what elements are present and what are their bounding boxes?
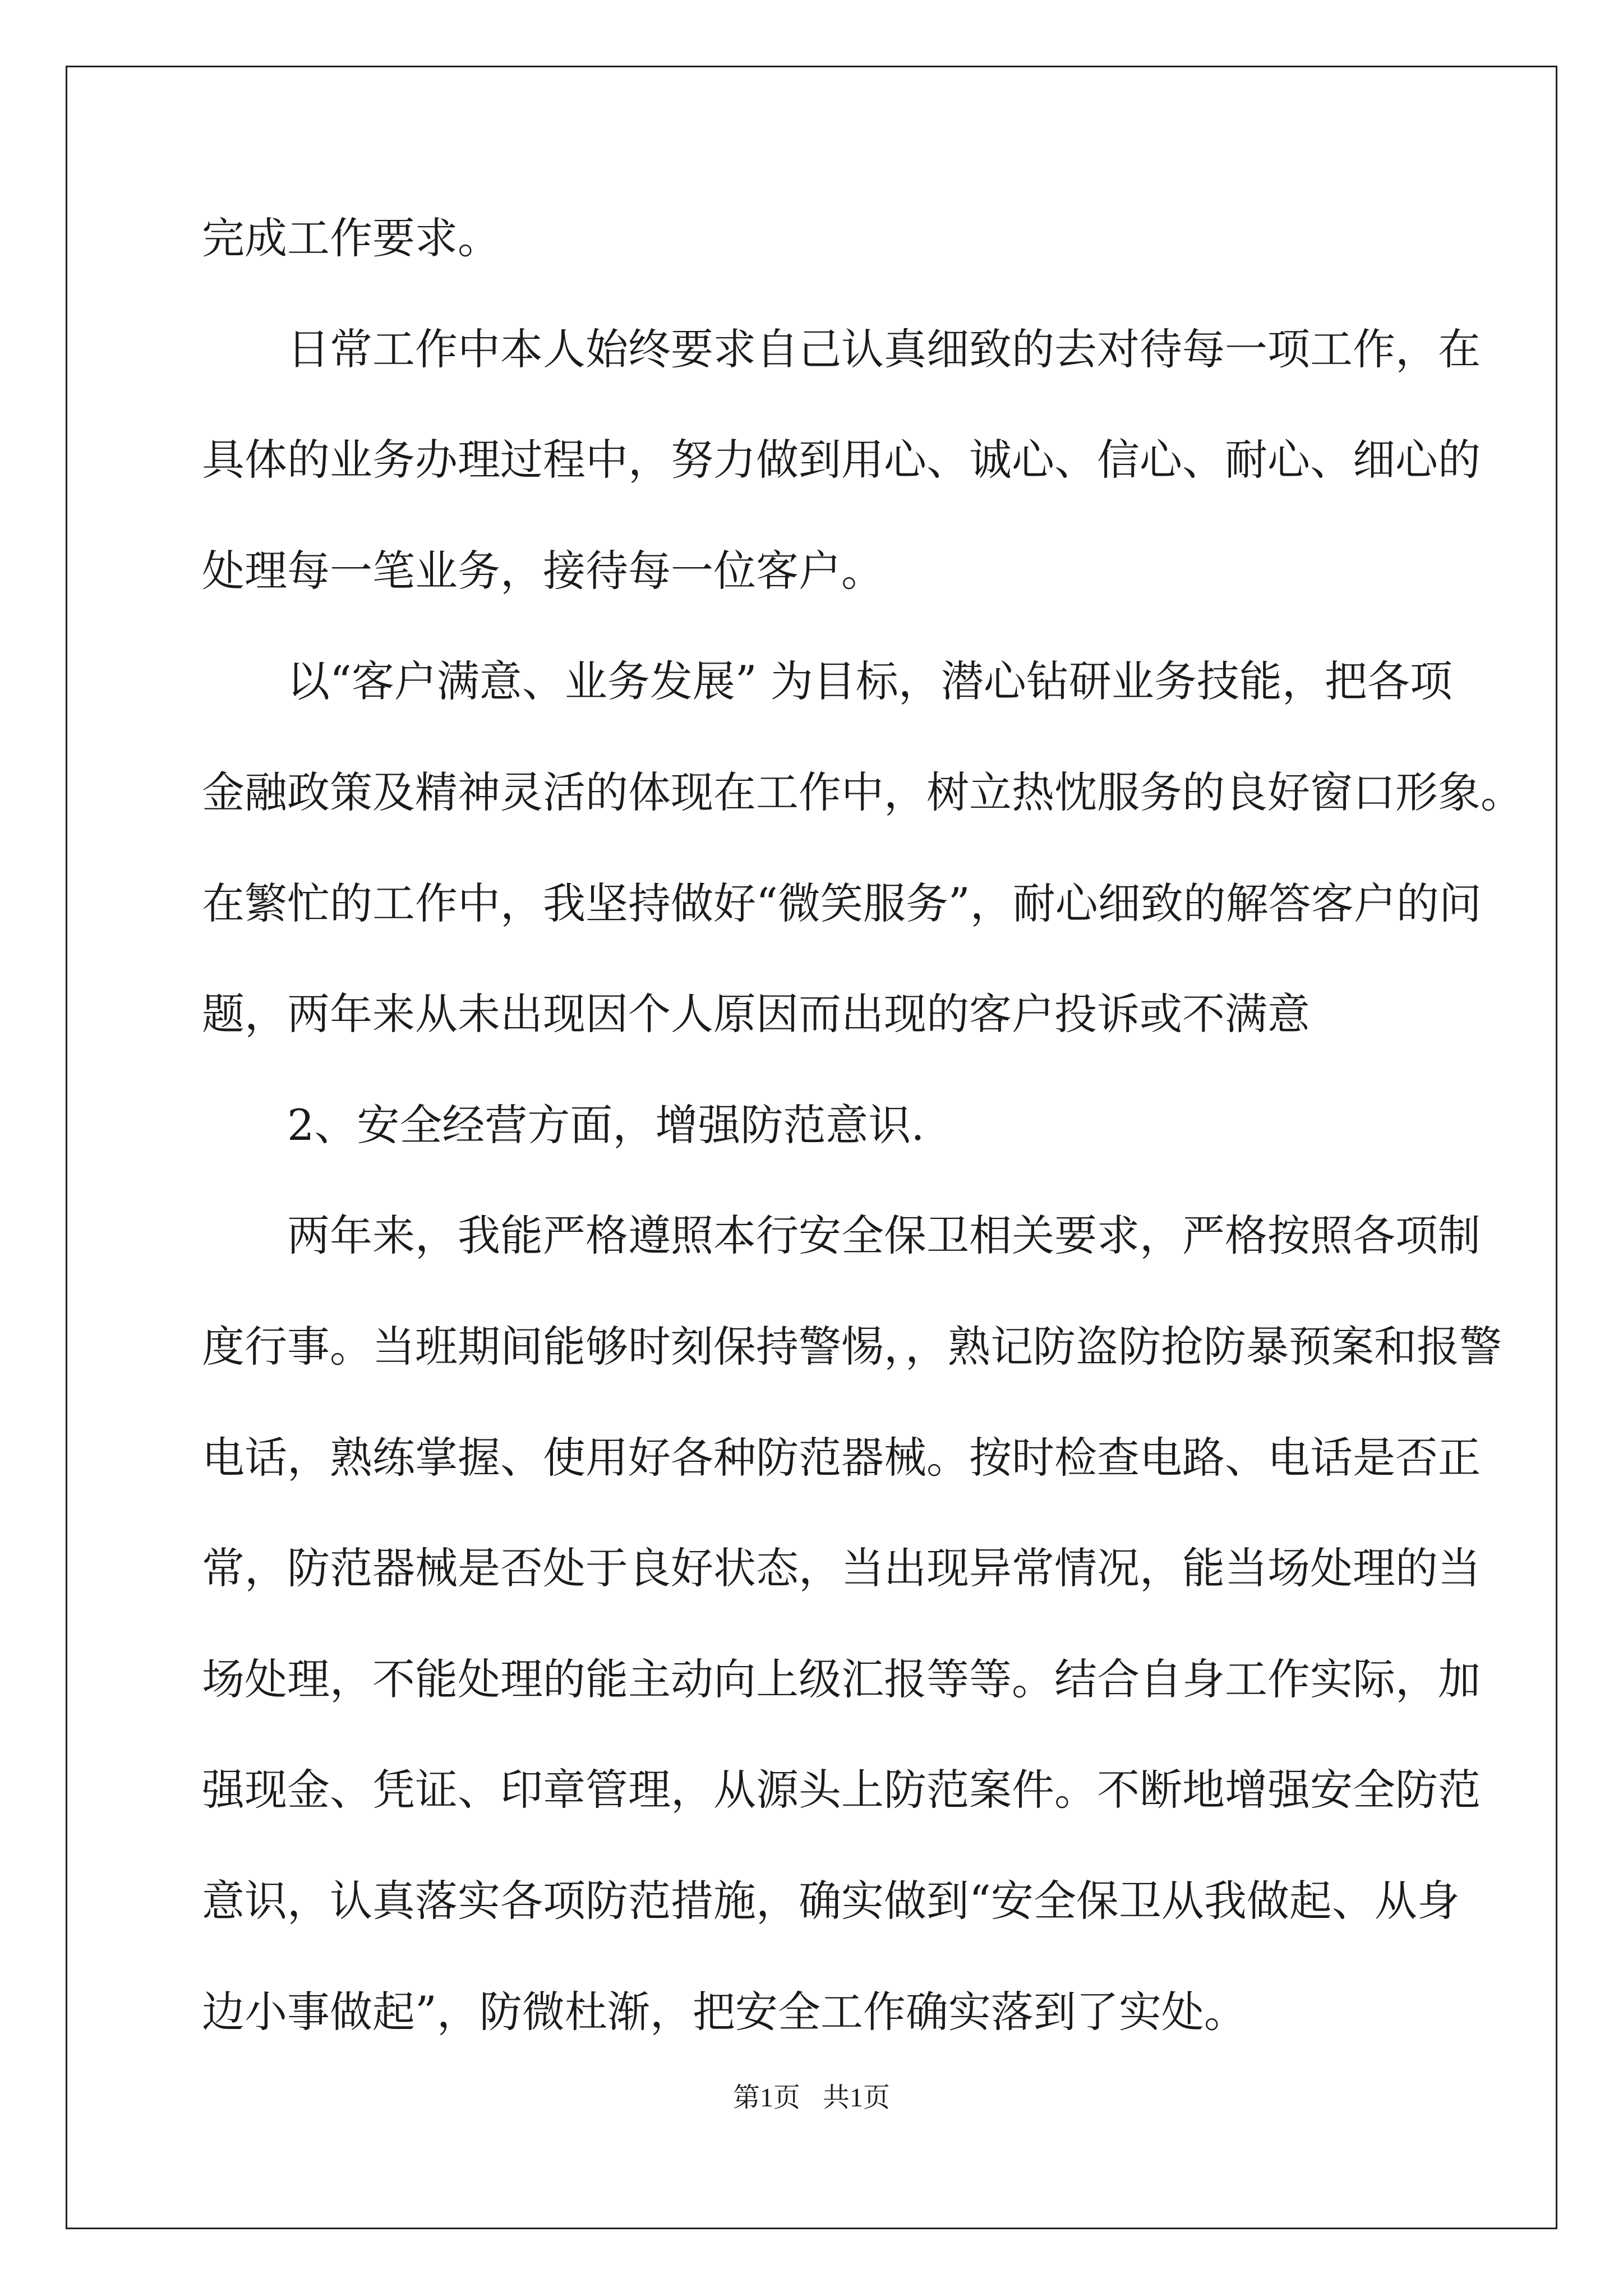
paragraph-line: 在繁忙的工作中，我坚持做好“微笑服务”，耐心细致的解答客户的问 xyxy=(202,878,1482,928)
paragraph-line: 场处理，不能处理的能主动向上级汇报等等。结合自身工作实际，加 xyxy=(202,1654,1481,1704)
paragraph-line: 意识，认真落实各项防范措施，确实做到“安全保卫从我做起、从身 xyxy=(202,1875,1460,1926)
paragraph-line: 边小事做起”，防微杜渐，把安全工作确实落到了实处。 xyxy=(202,1986,1247,2037)
paragraph-line: 日常工作中本人始终要求自己认真细致的去对待每一项工作，在 xyxy=(287,324,1481,374)
page-total: 共1页 xyxy=(823,2083,891,2113)
paragraph-line: 具体的业务办理过程中，努力做到用心、诚心、信心、耐心、细心的 xyxy=(202,435,1481,485)
page-number: 第1页 xyxy=(732,2083,800,2113)
paragraph-line: 电话，熟练掌握、使用好各种防范器械。按时检查电路、电话是否正 xyxy=(202,1432,1481,1483)
paragraph-line: 完成工作要求。 xyxy=(202,213,500,263)
page-footer xyxy=(0,2076,1623,2114)
paragraph-line: 处理每一笔业务，接待每一位客户。 xyxy=(202,545,884,596)
paragraph-line: 两年来，我能严格遵照本行安全保卫相关要求，严格按照各项制 xyxy=(287,1211,1481,1261)
paragraph-line: 强现金、凭证、印章管理，从源头上防范案件。不断地增强安全防范 xyxy=(202,1765,1481,1815)
paragraph-line: 常，防范器械是否处于良好状态，当出现异常情况，能当场处理的当 xyxy=(202,1543,1481,1594)
section-heading: 2、安全经营方面，增强防范意识. xyxy=(287,1099,925,1150)
paragraph-line: 以“客户满意、业务发展” 为目标，潜心钻研业务技能，把各项 xyxy=(287,656,1453,707)
paragraph-line: 题，两年来从未出现因个人原因而出现的客户投诉或不满意 xyxy=(202,989,1310,1039)
document-body xyxy=(202,205,1523,2089)
paragraph-line: 度行事。当班期间能够时刻保持警惕，，熟记防盗防抢防暴预案和报警 xyxy=(202,1321,1502,1372)
paragraph-line: 金融政策及精神灵活的体现在工作中，树立热忱服务的良好窗口形象。 xyxy=(202,767,1523,817)
